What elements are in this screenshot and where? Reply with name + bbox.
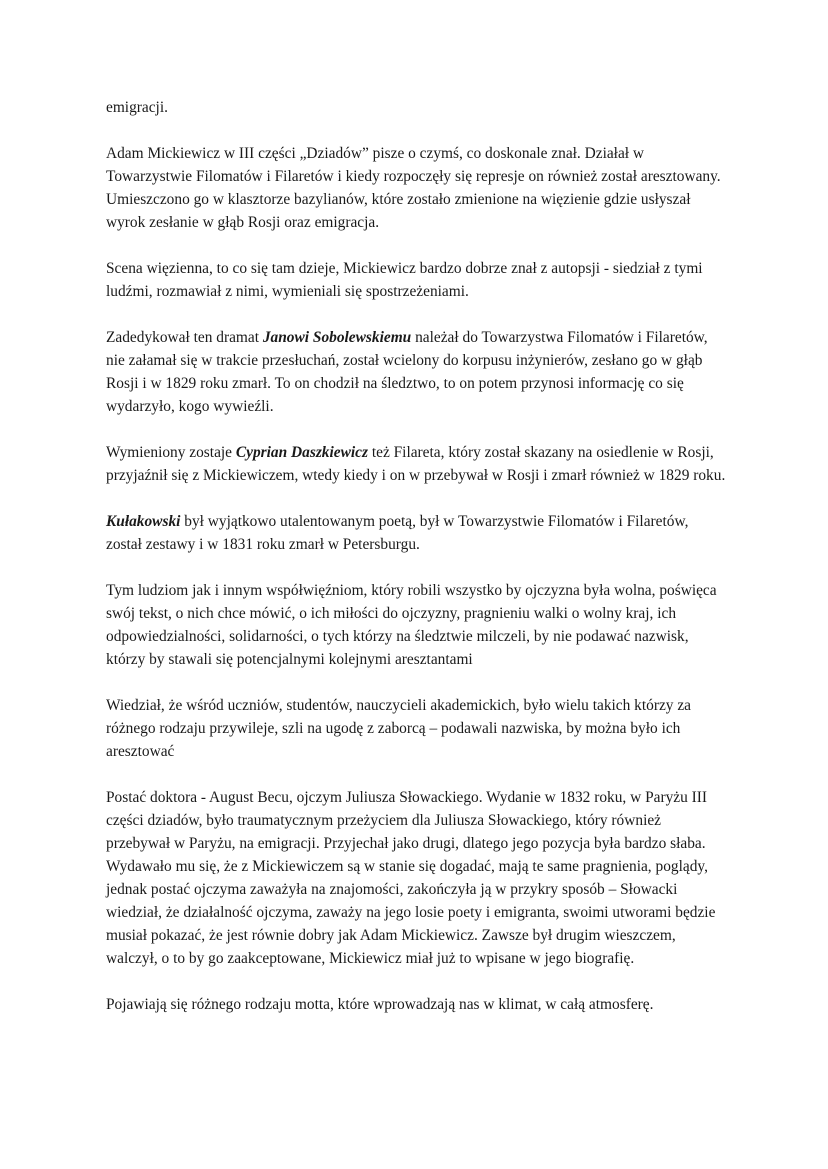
paragraph-mottos: [106, 993, 726, 1016]
paragraph-kulakowski: [106, 510, 726, 556]
paragraph-text: był wyjątkowo utalentowanym poetą, był w Towarzystwie Filomatów i Filaretów, został zestawy i w 1831 roku zmarł w Petersburgu.: [106, 513, 689, 553]
paragraph-informers: [106, 694, 726, 763]
paragraph-sobolewski: [106, 326, 726, 418]
document-page: [106, 96, 726, 1039]
paragraph-text: Pojawiają się różnego rodzaju motta, które wprowadzają nas w klimat, w całą atmosferę.: [106, 996, 654, 1013]
paragraph-text: też Filareta, który został skazany na osiedlenie w Rosji, przyjaźnił się z Mickiewiczem, wtedy kiedy i on w przebywał w Rosji i zmarł również w 1829 roku.: [106, 444, 726, 484]
paragraph-daszkiewicz: [106, 441, 726, 487]
name-kulakowski: Kułakowski: [106, 513, 181, 530]
name-daszkiewicz: Cyprian Daszkiewicz: [235, 444, 368, 461]
paragraph-text: Scena więzienna, to co się tam dzieje, Mickiewicz bardzo dobrze znał z autopsji - siedział z tymi ludźmi, rozmawiał z nimi, wymieniali się spostrzeżeniami.: [106, 260, 703, 300]
paragraph-doctor-becu: [106, 786, 726, 970]
paragraph-fellow-prisoners: [106, 579, 726, 671]
paragraph-text: Tym ludziom jak i innym współwięźniom, który robili wszystko by ojczyzna była wolna, poświęca swój tekst, o nich chce mówić, o ich miłości do ojczyzny, pragnieniu walki o wolny kraj, ich odpowiedzialności, solidarności, o tych którzy na śledztwie milczeli, by nie podawać nazwisk, którzy by stawali się potencjalnymi kolejnymi aresztantami: [106, 582, 717, 668]
paragraph-emigration-end: [106, 96, 726, 119]
paragraph-text: emigracji.: [106, 99, 168, 116]
paragraph-text: Wiedział, że wśród uczniów, studentów, nauczycieli akademickich, było wielu takich którzy za różnego rodzaju przywileje, szli na ugodę z zaborcą – podawali nazwiska, by można było ich aresztować: [106, 697, 692, 760]
paragraph-text: Zadedykował ten dramat: [106, 329, 263, 346]
paragraph-mickiewicz-dziady: [106, 142, 726, 234]
name-sobolewski: Janowi Sobolewskiemu: [262, 329, 412, 346]
paragraph-text: Postać doktora - August Becu, ojczym Juliusza Słowackiego. Wydanie w 1832 roku, w Paryżu III części dziadów, było traumatycznym przeżyciem dla Juliusza Słowackiego, który również przebywał w Paryżu, na emigracji. Przyjechał jako drugi, dlatego jego pozycja była bardzo słaba. Wydawało mu się, że z Mickiewiczem są w stanie się dogadać, mają te same pragnienia, poglądy, jednak postać ojczyma zaważyła na znajomości, zakończyła ją w przykry sposób – Słowacki wiedział, że działalność ojczyma, zaważy na jego losie poety i emigranta, swoimi utworami będzie musiał pokazać, że jest równie dobry jak Adam Mickiewicz. Zawsze był drugim wieszczem, walczył, o to by go zaakceptowane, Mickiewicz miał już to wpisane w jego biografię.: [106, 789, 716, 967]
paragraph-text: Adam Mickiewicz w III części „Dziadów” pisze o czymś, co doskonale znał. Działał w Towarzystwie Filomatów i Filaretów i kiedy rozpoczęły się represje on również został aresztowany. Umieszczono go w klasztorze bazylianów, które zostało zmienione na więzienie gdzie usłyszał wyrok zesłanie w głąb Rosji oraz emigracja.: [106, 145, 721, 231]
paragraph-text: należał do Towarzystwa Filomatów i Filaretów, nie załamał się w trakcie przesłuchań, został wcielony do korpusu inżynierów, zesłano go w głąb Rosji i w 1829 roku zmarł. To on chodził na śledztwo, to on potem przynosi informację co się wydarzyło, kogo wywieźli.: [106, 329, 708, 415]
paragraph-text: Wymieniony zostaje: [106, 444, 236, 461]
paragraph-prison-scene: [106, 257, 726, 303]
